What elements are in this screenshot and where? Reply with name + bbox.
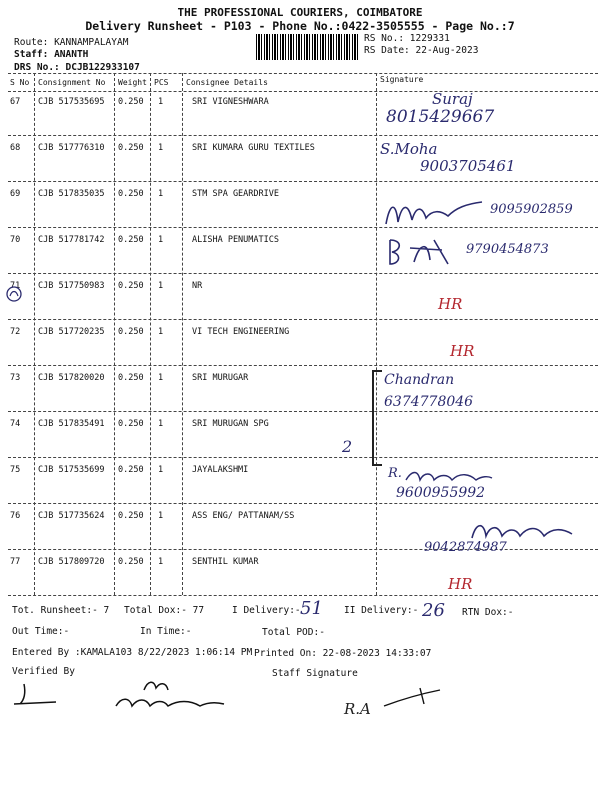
staff-signature-label: Staff Signature [272, 668, 358, 679]
signature-scribble-69 [382, 196, 492, 230]
total-pod: Total POD:- [262, 627, 325, 638]
runsheet-title: Delivery Runsheet - P103 - Phone No.:0422-3505555 - Page No.:7 [85, 19, 515, 33]
table-row: 67 CJB 517535695 0.250 1 SRI VIGNESHWARA [10, 97, 269, 107]
handwritten-phone-67: 8015429667 [386, 107, 495, 127]
bracket-mark [372, 370, 382, 466]
row-rule [8, 181, 598, 182]
route-value: KANNAMPALAYAM [54, 37, 129, 48]
row-rule [8, 135, 598, 136]
handwritten-phone-73: 6374778046 [384, 394, 474, 410]
row-rule [8, 319, 598, 320]
verifier-signature-2 [108, 676, 228, 716]
staff-signature-stroke [380, 680, 460, 710]
handwritten-mark-71: HR [438, 295, 463, 313]
drs-line: DRS No.: DCJB122933107 [14, 62, 140, 73]
table-row: 69 CJB 517835035 0.250 1 STM SPA GEARDRIVE [10, 189, 279, 199]
col-sno: S No [10, 78, 30, 87]
row-rule [8, 227, 598, 228]
handwritten-name-67: Suraj [432, 90, 473, 108]
drs-value: DCJB122933107 [65, 62, 140, 73]
row-rule [8, 273, 598, 274]
rs-no-line: RS No.: 1229331 [364, 33, 450, 44]
col-pcs: PCS [154, 78, 169, 87]
handwritten-name-73: Chandran [384, 372, 455, 388]
verified-by: Verified By [12, 666, 75, 677]
total-dox: Total Dox:- 77 [124, 605, 205, 616]
entered-by: Entered By :KAMALA103 8/22/2023 1:06:14 PM [12, 647, 253, 658]
staff-signature: R.A [344, 700, 371, 718]
out-time: Out Time:- [12, 626, 70, 637]
handwritten-name-75: R. [388, 466, 402, 481]
col-consignee: Consignee Details [186, 78, 268, 87]
table-row: 71 CJB 517750983 0.250 1 NR [10, 281, 203, 291]
route-line: Route: KANNAMPALAYAM [14, 37, 129, 48]
barcode-graphic [256, 34, 358, 60]
row-rule [8, 411, 598, 412]
row-rule [8, 595, 598, 596]
in-time: In Time:- [140, 626, 192, 637]
rs-no-value: 1229331 [409, 33, 450, 44]
table-row: 72 CJB 517720235 0.250 1 VI TECH ENGINEERING [10, 327, 290, 337]
handwritten-phone-69: 9095902859 [490, 202, 573, 217]
verifier-signature-1 [10, 680, 60, 710]
table-row: 68 CJB 517776310 0.250 1 SRI KUMARA GURU TEXTILES [10, 143, 315, 153]
row-rule [8, 365, 598, 366]
staff-value: ANANTH [54, 49, 89, 60]
margin-scribble-71 [4, 284, 24, 304]
company-title: THE PROFESSIONAL COURIERS, COIMBATORE [177, 6, 423, 19]
col-consignment: Consignment No [38, 78, 106, 87]
handwritten-phone-70: 9790454873 [466, 242, 549, 257]
table-row: 75 CJB 517535699 0.250 1 JAYALAKSHMI [10, 465, 249, 475]
i-delivery-label: I Delivery:- [232, 605, 301, 616]
row-rule [8, 549, 598, 550]
handwritten-phone-75: 9600955992 [396, 485, 486, 501]
rtn-dox: RTN Dox:- [462, 607, 514, 618]
handwritten-phone-68: 9003705461 [420, 157, 516, 175]
row-rule [8, 503, 598, 504]
handwritten-mark-77: HR [448, 575, 473, 593]
col-signature: Signature [380, 75, 424, 84]
handwritten-mark-72: HR [450, 342, 475, 360]
col-weight: Weight [118, 78, 147, 87]
table-row: 70 CJB 517781742 0.250 1 ALISHA PENUMATICS [10, 235, 279, 245]
table-row: 77 CJB 517809720 0.250 1 SENTHIL KUMAR [10, 557, 259, 567]
tot-runsheet: Tot. Runsheet:- 7 [12, 605, 110, 616]
table-row: 73 CJB 517820020 0.250 1 SRI MURUGAR [10, 373, 249, 383]
row-rule [8, 457, 598, 458]
table-row: 74 CJB 517835491 0.250 1 SRI MURUGAN SPG [10, 419, 269, 429]
ii-delivery-count: 26 [422, 600, 445, 621]
printed-on: Printed On: 22-08-2023 14:33:07 [254, 648, 432, 659]
handwritten-mark-74: 2 [342, 437, 353, 456]
rs-date-value: 22-Aug-2023 [415, 45, 479, 56]
staff-line: Staff: ANANTH [14, 49, 89, 60]
handwritten-phone-76: 9042874987 [424, 540, 507, 555]
handwritten-name-68: S.Moha [380, 140, 438, 158]
table-top-rule [8, 73, 598, 74]
signature-scribble-75 [404, 466, 494, 486]
rs-date-line: RS Date: 22-Aug-2023 [364, 45, 479, 56]
signature-scribble-70 [384, 236, 464, 270]
table-row: 76 CJB 517735624 0.250 1 ASS ENG/ PATTANAM/SS [10, 511, 295, 521]
i-delivery-count: 51 [300, 598, 323, 619]
ii-delivery-label: II Delivery:- [344, 605, 419, 616]
